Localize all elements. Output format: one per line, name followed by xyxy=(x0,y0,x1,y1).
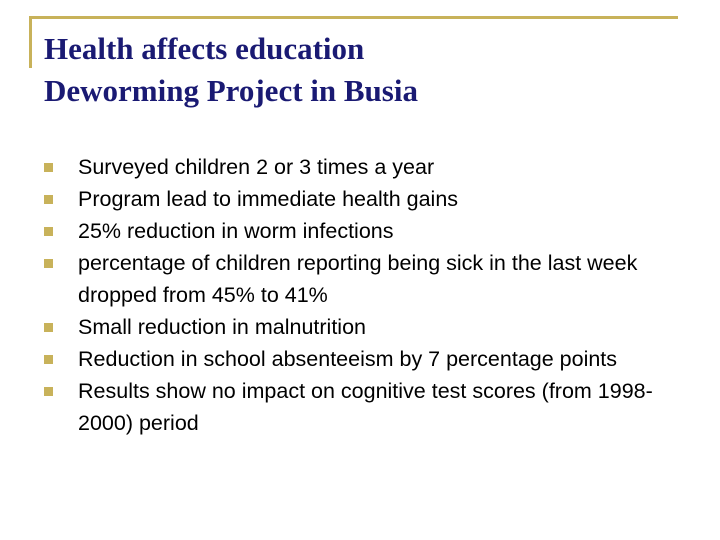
square-bullet-icon xyxy=(44,323,53,332)
bullet-item xyxy=(44,151,694,183)
bullet-item xyxy=(44,215,694,247)
bullet-item xyxy=(44,311,694,343)
square-bullet-icon xyxy=(44,227,53,236)
bullet-text: Results show no impact on cognitive test scores (from 1998-2000) period xyxy=(78,379,653,435)
slide-title xyxy=(44,28,684,112)
square-bullet-icon xyxy=(44,259,53,268)
square-bullet-icon xyxy=(44,355,53,364)
bullet-list xyxy=(44,151,694,439)
title-line-2: Deworming Project in Busia xyxy=(44,73,418,108)
bullet-item xyxy=(44,247,694,311)
square-bullet-icon xyxy=(44,387,53,396)
bullet-text: percentage of children reporting being sick in the last week dropped from 45% to 41% xyxy=(78,251,638,307)
bullet-text: 25% reduction in worm infections xyxy=(78,219,394,243)
square-bullet-icon xyxy=(44,163,53,172)
title-line-1: Health affects education xyxy=(44,31,365,66)
bullet-text: Small reduction in malnutrition xyxy=(78,315,366,339)
bullet-item xyxy=(44,343,694,375)
bullet-text: Reduction in school absenteeism by 7 percentage points xyxy=(78,347,618,371)
bullet-text: Surveyed children 2 or 3 times a year xyxy=(78,155,435,179)
bullet-text: Program lead to immediate health gains xyxy=(78,187,459,211)
title-frame-top-line xyxy=(29,16,678,19)
title-frame-left-line xyxy=(29,16,32,68)
bullet-item xyxy=(44,375,694,439)
bullet-item xyxy=(44,183,694,215)
square-bullet-icon xyxy=(44,195,53,204)
